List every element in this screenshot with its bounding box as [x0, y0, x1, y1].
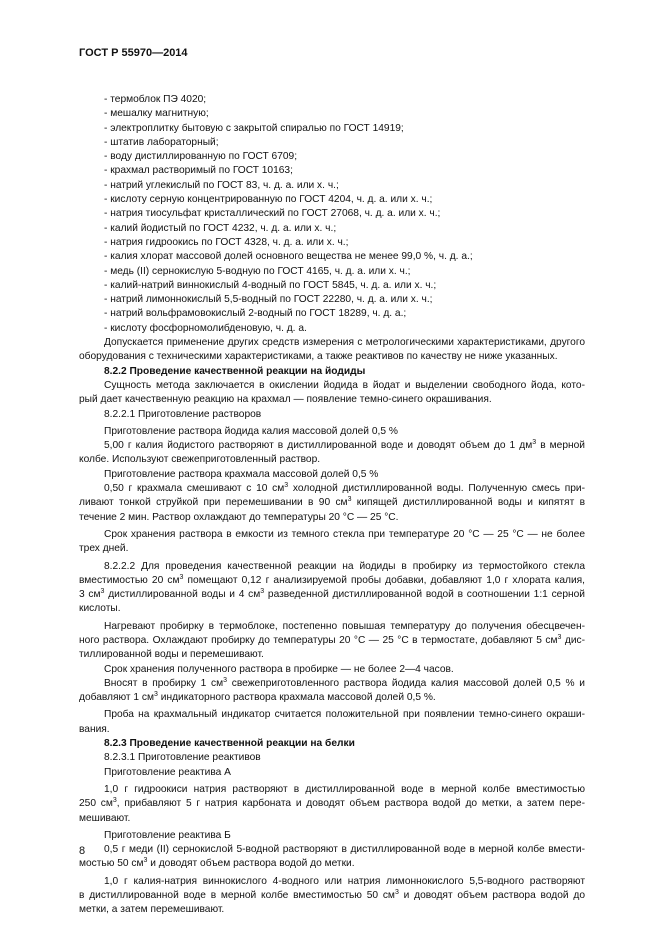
paragraph-reagent-b-tartrate: 1,0 г калия-натрия виннокислого 4-водного или натрия лимоннокислого 5,5-водного растворяют в дистиллированной воде в мерной колбе вместимостью 50 $см^3$ и доводят объем раствора водой до метки, а затем перемешивают.	[79, 875, 585, 916]
subheading-starch-solution: Приготовление раствора крахмала массовой долей 0,5 %	[104, 468, 379, 480]
document-header: ГОСТ Р 55970—2014	[79, 47, 188, 59]
list-item: - натрий лимоннокислый 5,5-водный по ГОСТ 22280, ч. д. а. или х. ч.;	[104, 294, 433, 306]
paragraph-positive-result: Проба на крахмальный индикатор считается положительной при появлении темно-синего окраши- вания.	[79, 709, 585, 735]
paragraph-reagent-a: 1,0 г гидроокиси натрия растворяют в дистиллированной воде в мерной колбе вместимостью 250 $см^3$, прибавляют 5 г натрия карбоната и доводят объем раствора водой до метки, а затем пере- мешивают.	[79, 783, 585, 824]
section-heading-8-2-3: 8.2.3 Проведение качественной реакции на белки	[104, 738, 355, 750]
list-item: - мешалку магнитную;	[104, 108, 209, 120]
paragraph-method-essence: Сущность метода заключается в окислении йодида в йодат и выделении свободного йода, кото- рый дает качественную реакцию на крахмал — появление темно-синего окрашивания.	[79, 379, 585, 406]
list-item: - калий йодистый по ГОСТ 4232, ч. д. а. или х. ч.;	[104, 222, 337, 234]
paragraph-storage-time: Срок хранения раствора в емкости из темного стекла при температуре 20 °С — 25 °С — не более трех дней.	[79, 528, 585, 555]
list-item: - натрия гидроокись по ГОСТ 4328, ч. д. а. или х. ч.;	[104, 236, 349, 248]
paragraph-8-2-2-2: 8.2.2.2 Для проведения качественной реакции на йодиды в пробирку из термостойкого стекла вместимостью 20 $см^3$ помещают 0,12 г анализируемой пробы добавки, добавляют 1,0 г хлората калия, 3 $см^3$ дистиллированной воды и 4 $см^3$ разведенной дистиллированной водой в соотношении 1:1 серной кислоты.	[79, 560, 585, 615]
equipment-list	[79, 93, 585, 336]
paragraph-ki-solution: 5,00 г калия йодистого растворяют в дистиллированной воде и доводят объем до 1 $дм^3$ в мерной колбе. Используют свежеприготовленный раствор.	[79, 439, 585, 466]
list-item: - термоблок ПЭ 4020;	[104, 94, 207, 105]
paragraph-allowance: Допускается применение других средств измерения с метрологическими характеристиками, другого оборудования с техническими характеристиками, а также реактивов по качеству не ниже указанных.	[79, 337, 585, 363]
list-item: - натрий вольфрамовокислый 2-водный по ГОСТ 18289, ч. д. а.;	[104, 308, 407, 320]
paragraph-storage-in-tube: Срок хранения полученного раствора в пробирке — не более 2—4 часов.	[104, 663, 454, 675]
subheading-reagent-a: Приготовление реактива А	[104, 766, 231, 778]
list-item: - калия хлорат массовой долей основного вещества не менее 99,0 %, ч. д. а.;	[104, 251, 473, 263]
subheading-ki-solution: Приготовление раствора йодида калия массовой долей 0,5 %	[104, 425, 398, 437]
paragraph-reagent-b-copper: 0,5 г меди (II) сернокислой 5-водной растворяют в дистиллированной воде в мерной колбе вмести- мостью 50 $см^3$ и доводят объем раствора водой до метки.	[79, 844, 585, 870]
page-body	[79, 93, 585, 918]
subheading-reagent-b: Приготовление реактива Б	[104, 829, 231, 841]
list-item: - натрий углекислый по ГОСТ 83, ч. д. а. или х. ч.;	[104, 179, 339, 191]
list-item: - электроплитку бытовую с закрытой спиралью по ГОСТ 14919;	[104, 122, 404, 134]
paragraph-heating: Нагревают пробирку в термоблоке, постепенно повышая температуру до получения обесцвечен- ного раствора. Охлаждают пробирку до температуры 20 °С — 25 °С в термостате, добавляют 5 $см^3$ дис- тиллированной воды и перемешивают.	[79, 620, 585, 661]
list-item: - штатив лабораторный;	[104, 136, 219, 148]
list-item: - кислоту серную концентрированную по ГОСТ 4204, ч. д. а. или х. ч.;	[104, 194, 433, 206]
subsection-heading-8-2-3-1: 8.2.3.1 Приготовление реактивов	[104, 752, 261, 764]
list-item: - кислоту фосфорномолибденовую, ч. д. а.	[104, 322, 307, 334]
list-item: - крахмал растворимый по ГОСТ 10163;	[104, 165, 293, 177]
list-item: - медь (II) сернокислую 5-водную по ГОСТ 4165, ч. д. а. или х. ч.;	[104, 265, 411, 277]
list-item: - воду дистиллированную по ГОСТ 6709;	[104, 151, 298, 163]
paragraph-add-reagents: Вносят в пробирку 1 $см^3$ свежеприготовленного раствора йодида калия массовой долей 0,5 % и добавляют 1 $см^3$ индикаторного раствора крахмала массовой долей 0,5 %.	[79, 676, 585, 704]
list-item: - калий-натрий виннокислый 4-водный по ГОСТ 5845, ч. д. а. или х. ч.;	[104, 279, 437, 291]
paragraph-starch-solution: 0,50 г крахмала смешивают с 10 $см^3$ холодной дистиллированной воды. Полученную смесь при- ливают тонкой струйкой при перемешивании в 90 $см^3$ кипящей дистиллированной воды и кипятят в течение 2 мин. Раствор охлаждают до температуры 20 °С — 25 °С.	[79, 482, 585, 523]
page-number: 8	[79, 845, 86, 857]
subsection-heading-8-2-2-1: 8.2.2.1 Приготовление растворов	[104, 408, 262, 420]
section-heading-8-2-2: 8.2.2 Проведение качественной реакции на йодиды	[104, 365, 366, 377]
list-item: - натрия тиосульфат кристаллический по ГОСТ 27068, ч. д. а. или х. ч.;	[104, 208, 441, 220]
